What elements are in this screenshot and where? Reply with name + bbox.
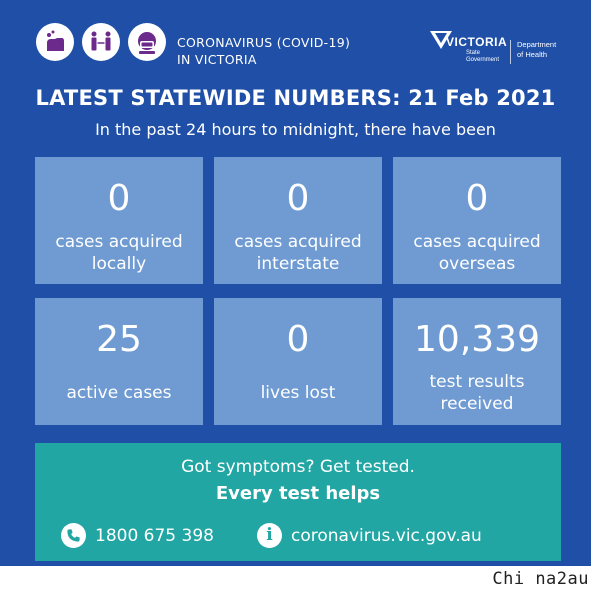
brand-title-line2: IN VICTORIA: [177, 52, 257, 67]
stat-label-line2: received: [440, 394, 514, 414]
stat-value: 0: [286, 178, 310, 219]
government-text: Government: [466, 57, 500, 63]
hand-washing-icon: [36, 23, 74, 61]
stat-label-line1: cases acquired: [413, 232, 541, 252]
logo-divider: [510, 40, 511, 64]
stat-box-interstate-cases: [214, 157, 382, 284]
info-icon: i: [257, 523, 282, 548]
stat-label: [39, 231, 199, 275]
stat-label: [218, 382, 378, 404]
stat-value: 0: [107, 178, 131, 219]
department-of-health-text: [517, 40, 556, 60]
website-url: coronavirus.vic.gov.au: [291, 525, 482, 546]
stat-label-line2: overseas: [438, 254, 516, 274]
stat-value: 0: [286, 319, 310, 360]
stat-label-line1: lives lost: [260, 383, 336, 403]
stat-label-line1: test results: [429, 372, 525, 392]
stat-value: 10,339: [414, 319, 540, 360]
social-distancing-icon: [82, 23, 120, 61]
brand-title-line1: CORONAVIRUS (COVID-19): [177, 35, 351, 50]
stat-label-line1: active cases: [66, 383, 172, 403]
department-line: Department: [517, 40, 557, 49]
of-health-line: of Health: [517, 50, 548, 59]
stat-label-line2: interstate: [256, 254, 340, 274]
stat-box-local-cases: [35, 157, 203, 284]
face-mask-icon: [128, 23, 166, 61]
stat-label: [397, 231, 557, 275]
header: [32, 23, 572, 73]
victoria-wordmark: VICTORIA: [446, 35, 508, 49]
state-government-text: [466, 50, 499, 64]
stat-box-lives-lost: [214, 298, 382, 425]
watermark-text: Chi na2au: [492, 569, 589, 589]
headline: LATEST STATEWIDE NUMBERS: 21 Feb 2021: [35, 86, 556, 110]
website-contact: [257, 523, 482, 548]
stat-value: 0: [465, 178, 489, 219]
stat-box-active-cases: [35, 298, 203, 425]
victoria-government-logo: [428, 29, 518, 69]
subheadline: In the past 24 hours to midnight, there have been: [95, 120, 496, 139]
phone-number: 1800 675 398: [95, 525, 214, 546]
stat-label: [218, 231, 378, 275]
stat-label-line1: cases acquired: [234, 232, 362, 252]
stat-label: [397, 371, 557, 415]
phone-contact: [61, 523, 214, 548]
stat-box-overseas-cases: [393, 157, 561, 284]
state-text: State: [466, 50, 481, 56]
brand-title: [177, 34, 350, 68]
stat-label-line1: cases acquired: [55, 232, 183, 252]
every-test-helps-message: Every test helps: [215, 483, 381, 504]
phone-icon: [61, 523, 86, 548]
stat-label: [39, 382, 199, 404]
stat-box-test-results: [393, 298, 561, 425]
stat-value: 25: [96, 319, 142, 360]
stat-label-line2: locally: [91, 254, 147, 274]
get-tested-panel: [35, 443, 561, 561]
symptoms-message: Got symptoms? Get tested.: [181, 457, 415, 477]
